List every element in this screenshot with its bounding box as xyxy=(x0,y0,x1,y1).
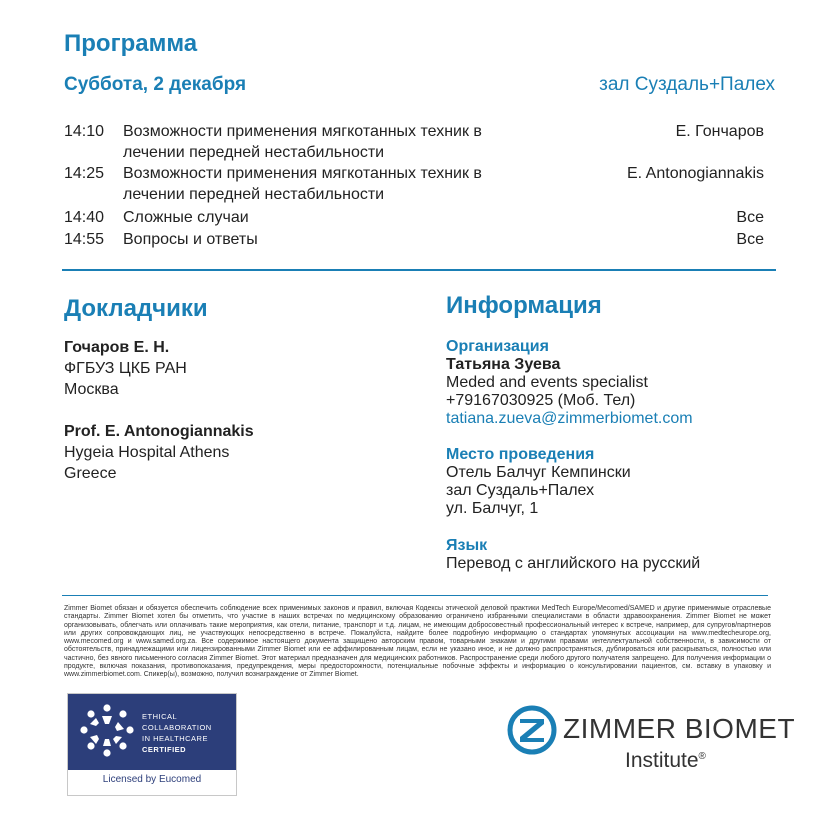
row-topic: Сложные случаи xyxy=(123,209,249,226)
contact-phone: +79167030925 (Моб. Тел) xyxy=(446,392,636,409)
badge-text xyxy=(142,711,212,755)
row-time: 14:40 xyxy=(64,209,105,226)
brand-institute-label: Institute xyxy=(625,749,699,772)
speaker-name: Гочаров Е. Н. xyxy=(64,339,170,356)
info-organization xyxy=(446,338,776,428)
brand-institute xyxy=(625,749,706,773)
ethical-collaboration-badge xyxy=(67,693,237,796)
badge-line: ETHICAL xyxy=(142,712,178,721)
speaker-org: Hygeia Hospital Athens xyxy=(64,444,230,461)
venue-line: ул. Балчуг, 1 xyxy=(446,500,539,517)
speaker-card xyxy=(64,337,414,400)
zimmer-biomet-z-logo xyxy=(507,705,557,755)
badge-line: IN HEALTHCARE xyxy=(142,734,208,743)
speaker-org: ФГБУЗ ЦКБ РАН xyxy=(64,360,187,377)
badge-panel xyxy=(68,694,236,770)
language-label: Язык xyxy=(446,537,488,554)
language-value: Перевод с английского на русский xyxy=(446,555,701,572)
speaker-name: Prof. E. Antonogiannakis xyxy=(64,423,254,440)
speaker-card xyxy=(64,421,414,484)
badge-line: COLLABORATION xyxy=(142,723,212,732)
speakers-title: Докладчики xyxy=(64,295,208,322)
brand-name: ZIMMER BIOMET xyxy=(563,713,796,744)
venue-label: Место проведения xyxy=(446,446,595,463)
speaker-city: Москва xyxy=(64,381,119,398)
badge-certified: CERTIFIED xyxy=(142,745,187,754)
row-speaker: Все xyxy=(736,231,764,248)
speaker-city: Greece xyxy=(64,465,117,482)
program-title: Программа xyxy=(64,30,198,57)
row-speaker: Все xyxy=(736,209,764,226)
people-circle-icon xyxy=(78,702,136,760)
row-time: 14:25 xyxy=(64,165,105,182)
row-topic: Возможности применения мягкотанных техник в лечении передней нестабильности xyxy=(123,123,482,161)
organization-label: Организация xyxy=(446,338,549,355)
row-time: 14:10 xyxy=(64,123,105,140)
contact-name: Татьяна Зуева xyxy=(446,356,561,373)
contact-role: Meded and events specialist xyxy=(446,374,648,391)
section-divider xyxy=(62,269,776,271)
registered-mark: ® xyxy=(698,751,706,762)
info-venue xyxy=(446,446,776,518)
contact-email-link[interactable]: tatiana.zueva@zimmerbiomet.com xyxy=(446,410,693,427)
legal-disclaimer: Zimmer Biomet обязан и обязуется обеспечить соблюдение всех применимых законов и правил, включая Кодексы этической деловой практики MedTech Europe/Mecomed/SAMED и другие применимые отраслевые стандарты. Zimmer Biomet хотел бы отметить, что участие в наших встречах по медицинскому образованию ограничено избранными специалистами в области здравоохранения. Zimmer Biomet не может организовывать, облегчать или оплачивать такие мероприятия, как отели, питание, транспорт и т.д. лицам, не имеющим добросовестный профессиональный интерес к встрече, например, для супругов/партнеров или других сопровождающих лиц, не участвующих непосредственно в встрече. Пожалуйста, найдите более подробную информацию о стандартах упомянутых ассоциации на www.medtecheurope.org, www.mecomed.org и www.samed.org.za. Все содержимое настоящего документа защищено авторским правом, товарными знаками и другими правами интеллектуальной собственности, в зависимости от обстоятельств, принадлежащими или лицензированными Zimmer Biomet или ее аффилированным лицам, если не указано иное, и не должно распространяться, дублироваться или раскрываться, полностью или частично, без явного письменного согласия Zimmer Biomet. Этот материал предназначен для медицинских работников. Распространение среди любого другого получателя запрещено. Для получения информации о продукте, включая показания, противопоказания, предупреждения, меры предосторожности, потенциальные побочные эффекты и информацию о консультировании пациентов, см. вставку в упаковку и www.zimmerbiomet.com. Спикер(ы), возможно, получил вознаграждение от Zimmer Biomet. xyxy=(64,605,771,679)
row-speaker: Е. Гончаров xyxy=(675,123,764,140)
row-topic: Возможности применения мягкотанных техник в лечении передней нестабильности xyxy=(123,165,482,203)
info-title: Информация xyxy=(446,292,602,319)
row-speaker: E. Antonogiannakis xyxy=(627,165,764,182)
row-time: 14:55 xyxy=(64,231,105,248)
venue-line: Отель Балчуг Кемпински xyxy=(446,464,631,481)
badge-licensed: Licensed by Eucomed xyxy=(102,774,202,785)
row-topic: Вопросы и ответы xyxy=(123,231,258,248)
info-language xyxy=(446,537,776,573)
program-hall: зал Суздаль+Палех xyxy=(599,74,775,95)
program-date: Суббота, 2 декабря xyxy=(64,74,247,95)
footer-divider xyxy=(62,595,768,596)
venue-line: зал Суздаль+Палех xyxy=(446,482,595,499)
